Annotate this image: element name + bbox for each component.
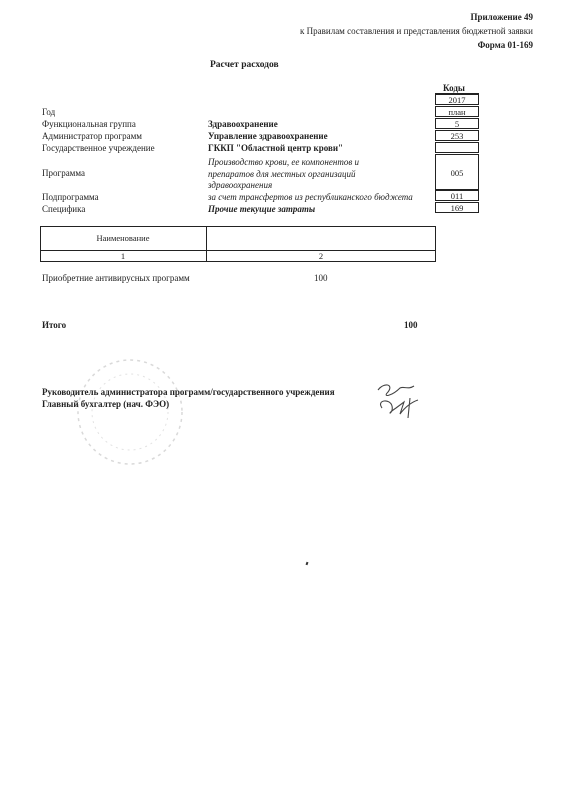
code-administrator: 253 (435, 130, 479, 141)
appendix-number: Приложение 49 (470, 12, 533, 22)
code-program: 005 (435, 154, 479, 190)
program-line-2: препаратов для местных организаций (208, 168, 356, 179)
value-institution: ГККП "Областной центр крови" (208, 143, 344, 153)
form-number: Форма 01-169 (477, 40, 533, 50)
code-year: 2017 (435, 94, 479, 105)
value-specifics: Прочие текущие затраты (208, 204, 316, 214)
label-administrator: Администратор программ (42, 131, 142, 141)
faint-stamp (70, 352, 190, 472)
total-value: 100 (404, 320, 418, 330)
label-program: Программа (42, 168, 86, 178)
codes-label: Коды (443, 83, 465, 93)
table-col-number-2: 2 (318, 251, 324, 261)
program-line-1: Производство крови, ее компонентов и (208, 157, 359, 167)
total-label: Итого (42, 320, 67, 330)
code-plan: план (435, 106, 479, 117)
code-subprogram: 011 (435, 190, 479, 201)
value-functional-group: Здравоохранение (208, 119, 278, 129)
value-program (208, 157, 359, 192)
item-value: 100 (314, 273, 328, 283)
label-functional-group: Функциональная группа (42, 119, 136, 129)
label-subprogram: Подпрограмма (42, 192, 99, 202)
signature-accountant: Главный бухгалтер (нач. ФЭО) (42, 399, 170, 409)
handwritten-signature (370, 378, 430, 422)
rules-reference: к Правилам составления и представления бюджетной заявки (300, 26, 533, 36)
value-administrator: Управление здравоохранение (208, 131, 328, 141)
signature-head: Руководитель администратора программ/государственного учреждения (42, 387, 335, 397)
scan-speck (306, 562, 309, 566)
value-subprogram: за счет трансфертов из республиканского бюджета (208, 192, 413, 202)
document-title: Расчет расходов (210, 60, 279, 70)
table-col-number-1: 1 (120, 251, 126, 261)
code-institution (435, 142, 479, 153)
label-year: Год (42, 107, 56, 117)
code-functional-group: 5 (435, 118, 479, 129)
item-name: Приобретние антивирусных программ (42, 273, 190, 283)
label-institution: Государственное учреждение (42, 143, 155, 153)
program-line-3: здравоохранения (208, 180, 273, 190)
table-header-name: Наименование (96, 233, 150, 243)
code-specifics: 169 (435, 202, 479, 213)
label-specifics: Специфика (42, 204, 86, 214)
